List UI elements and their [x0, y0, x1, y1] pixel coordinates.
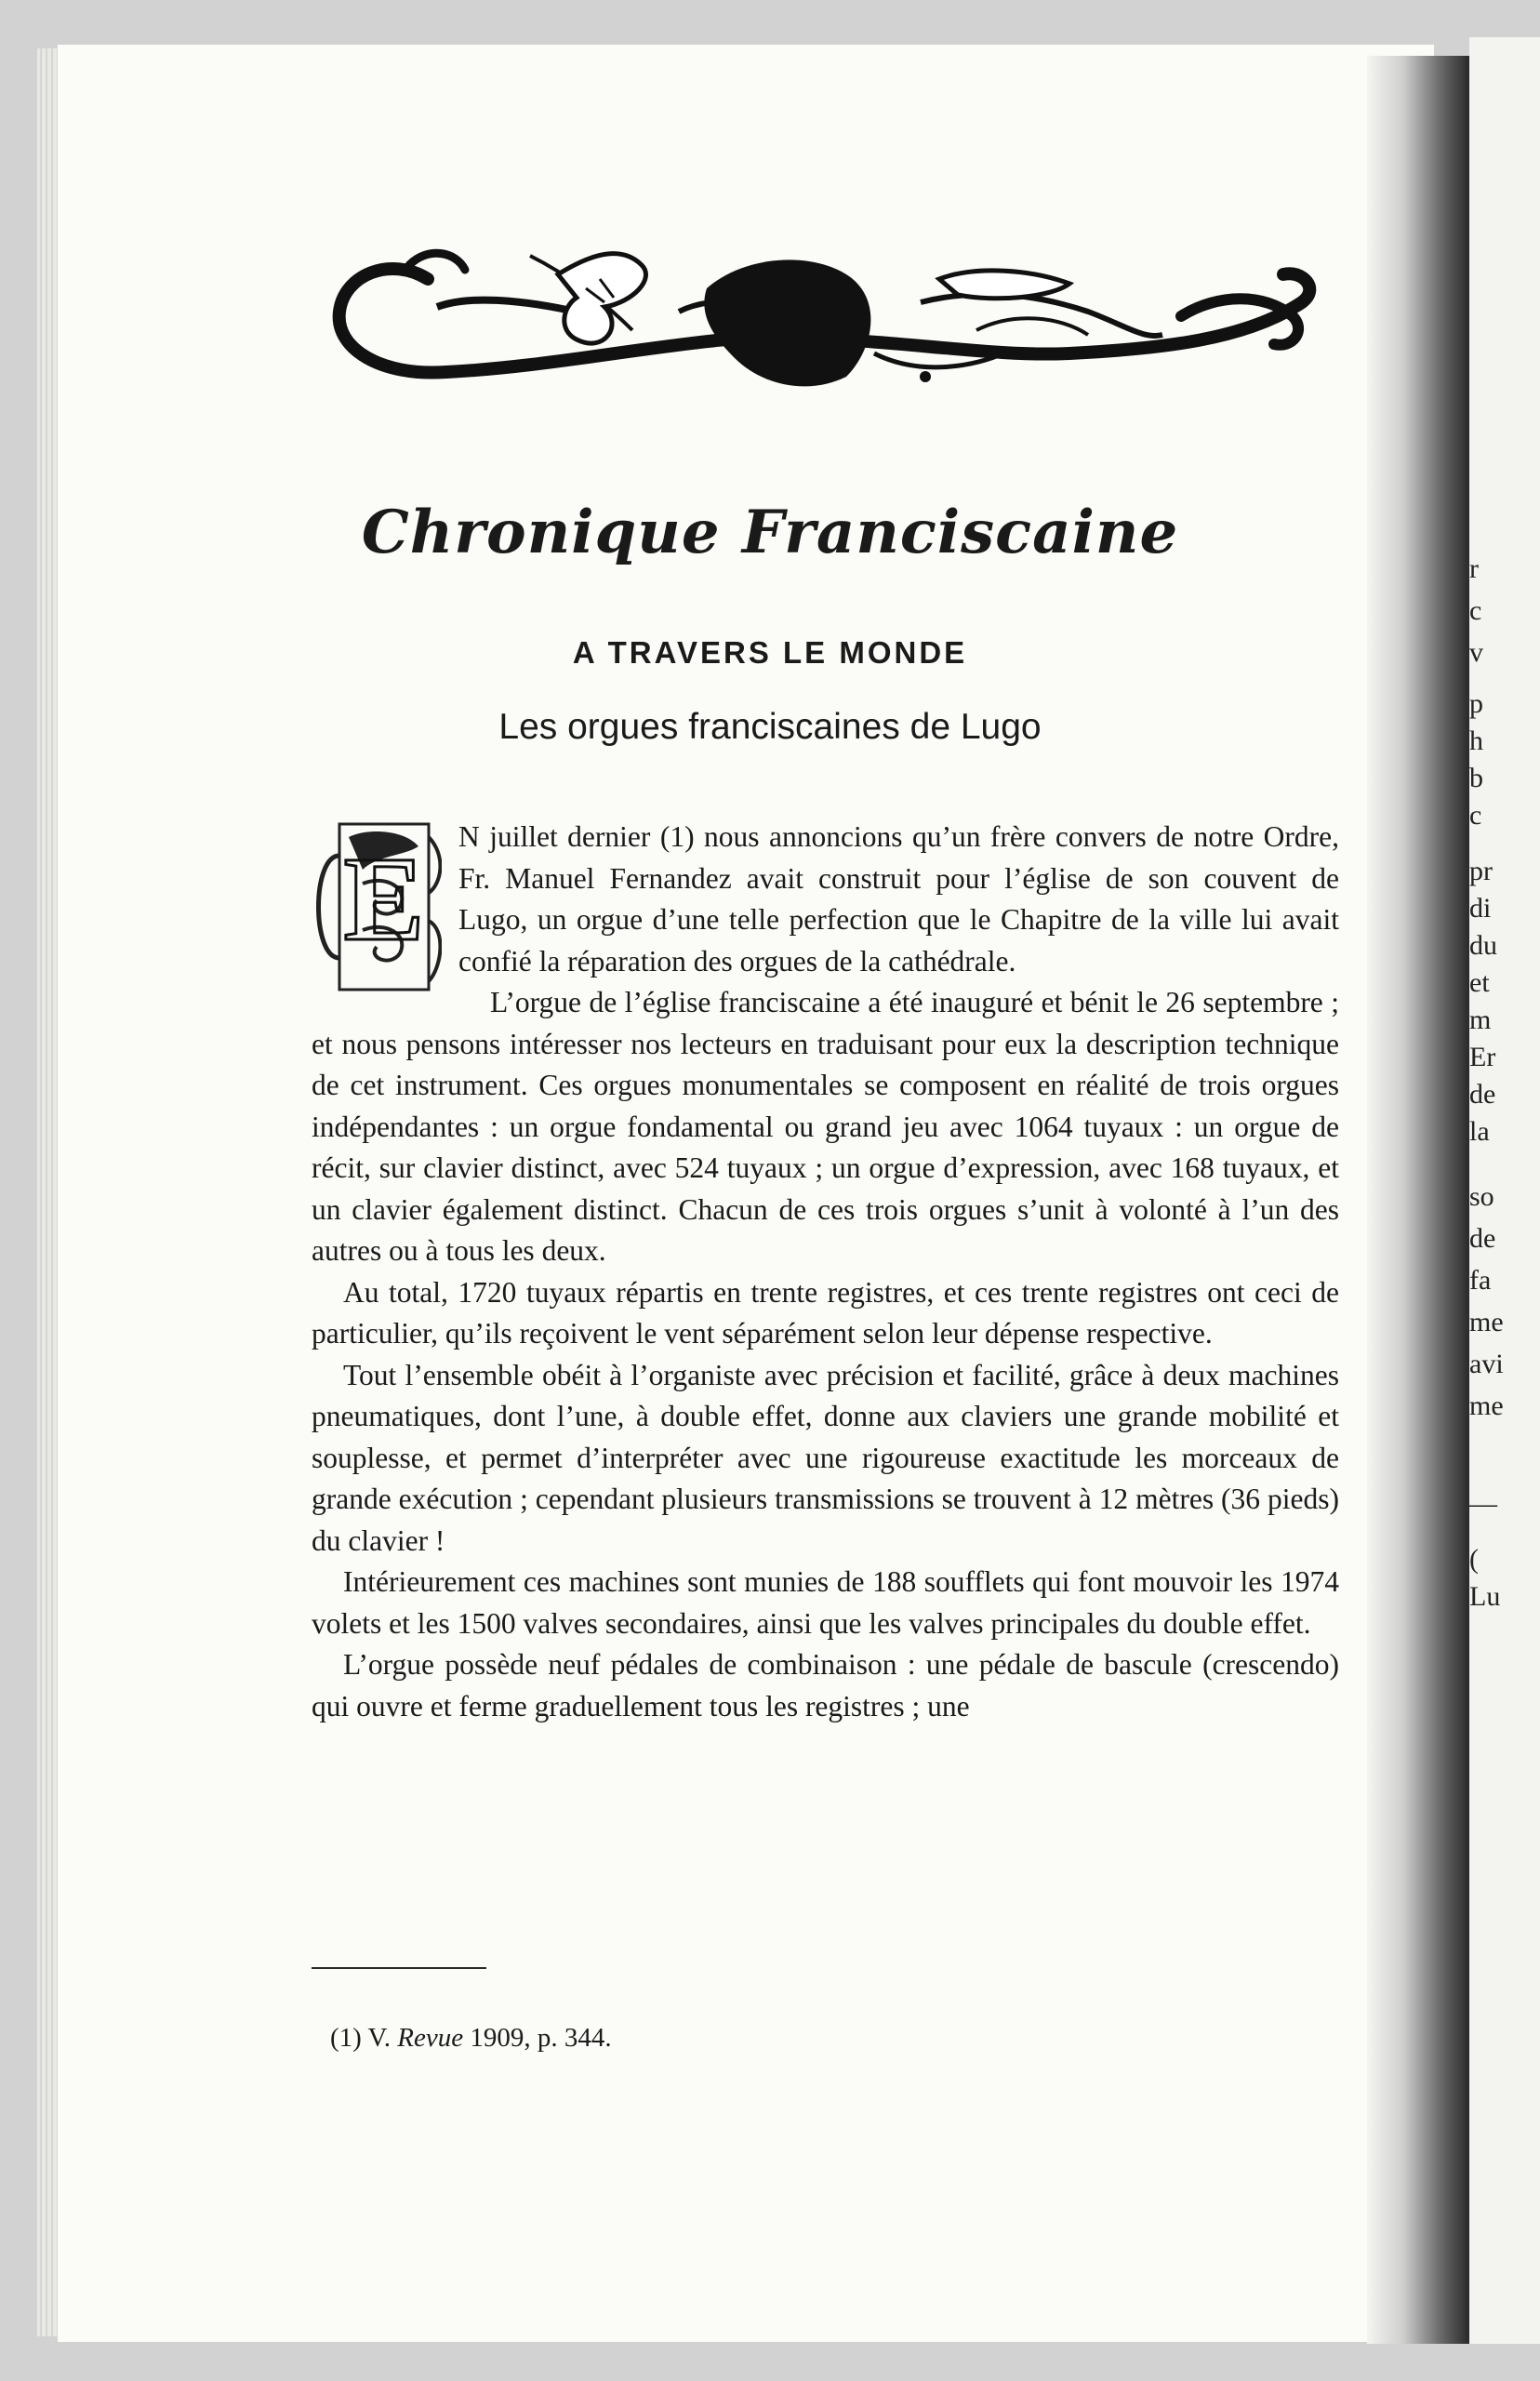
- facing-page-text: r: [1469, 553, 1479, 584]
- footnote-source: Revue: [397, 2023, 464, 2053]
- facing-page-text: du: [1469, 930, 1497, 961]
- facing-page-text: la: [1469, 1116, 1490, 1147]
- facing-page-text: c: [1469, 595, 1482, 626]
- facing-page-text: avi: [1469, 1349, 1504, 1379]
- facing-page-text: pr: [1469, 856, 1493, 886]
- footnote: [330, 2023, 612, 2054]
- paragraph: Intérieurement ces machines sont munies de 188 soufflets qui font mouvoir les 1974 volets et les 1500 valves secondaires, ainsi que les valves principales du double effet.: [312, 1565, 1339, 1640]
- facing-page-text: (: [1469, 1544, 1479, 1575]
- facing-page-text: b: [1469, 763, 1483, 793]
- ornamental-drop-cap: [312, 818, 442, 997]
- facing-page-text: m: [1469, 1004, 1492, 1035]
- facing-page-text: v: [1469, 637, 1483, 668]
- paragraph: N juillet dernier (1) nous annoncions qu’un frère convers de notre Ordre, Fr. Manuel Fernandez avait construit pour l’église de son couvent de Lugo, un orgue d’une telle perfection que le Chapitre de la ville lui avait confié la réparation des orgues de la cathédrale.: [458, 820, 1339, 978]
- paragraph: Tout l’ensemble obéit à l’organiste avec précision et facilité, grâce à deux machines pneumatiques, dont l’une, à double effet, donne aux claviers une grande mobilité et souplesse, et permet d’interpréter avec une rigoureuse exactitude les morceaux de grande exécution ; cependant plusieurs transmissions se trouvent à 12 mètres (36 pieds) du clavier !: [312, 1358, 1339, 1557]
- facing-page-fragment: [1469, 37, 1540, 2344]
- facing-page-text: de: [1469, 1079, 1496, 1110]
- facing-page-text: de: [1469, 1223, 1496, 1254]
- article-title: Les orgues franciscaines de Lugo: [498, 707, 1042, 747]
- footnote-marker: (1) V.: [330, 2023, 391, 2053]
- floral-ornament-icon: [325, 237, 1330, 405]
- paragraph: L’orgue de l’église franciscaine a été inauguré et bénit le 26 septembre ; et nous pensons intéresser nos lecteurs en traduisant pour eux la description technique de cet instrument. Ces orgues monumentales se composent en réalité de trois orgues indépendantes : un orgue fondamental ou grand jeu avec 1064 tuyaux : un orgue de récit, sur clavier distinct, avec 524 tuyaux ; un orgue d’expression, avec 168 tuyaux, et un clavier également distinct. Chacun de ces trois orgues s’unit à volonté à l’un des autres ou à tous les deux.: [312, 986, 1339, 1267]
- chronicle-title: Chronique Franciscaine: [361, 498, 1179, 567]
- footnote-reference: 1909, p. 344.: [470, 2023, 612, 2053]
- facing-page-text: me: [1469, 1390, 1504, 1421]
- facing-page-text: Er: [1469, 1042, 1496, 1072]
- facing-page-text: di: [1469, 893, 1492, 924]
- facing-page-text: c: [1469, 800, 1482, 831]
- section-heading: A TRAVERS LE MONDE: [572, 635, 968, 670]
- paragraph: Au total, 1720 tuyaux répartis en trente registres, et ces trente registres ont ceci de particulier, qu’ils reçoivent le vent séparément selon leur dépense respective.: [312, 1275, 1339, 1350]
- facing-page-text: —: [1469, 1488, 1497, 1519]
- paragraph: L’orgue possède neuf pédales de combinaison : une pédale de bascule (crescendo) qui ouvre et ferme graduellement tous les registres ; une: [312, 1648, 1339, 1723]
- facing-page-text: fa: [1469, 1265, 1492, 1296]
- book-gutter-shadow: [1367, 56, 1469, 2344]
- facing-page-text: et: [1469, 967, 1490, 998]
- facing-page-text: p: [1469, 688, 1483, 719]
- facing-page-text: h: [1469, 725, 1483, 756]
- footnote-rule: [312, 1967, 486, 1969]
- article-body: [312, 817, 1339, 1727]
- facing-page-text: me: [1469, 1307, 1504, 1337]
- facing-page-text: so: [1469, 1181, 1494, 1212]
- drop-cap-letter: E: [343, 832, 425, 966]
- facing-page-text: Lu: [1469, 1581, 1501, 1612]
